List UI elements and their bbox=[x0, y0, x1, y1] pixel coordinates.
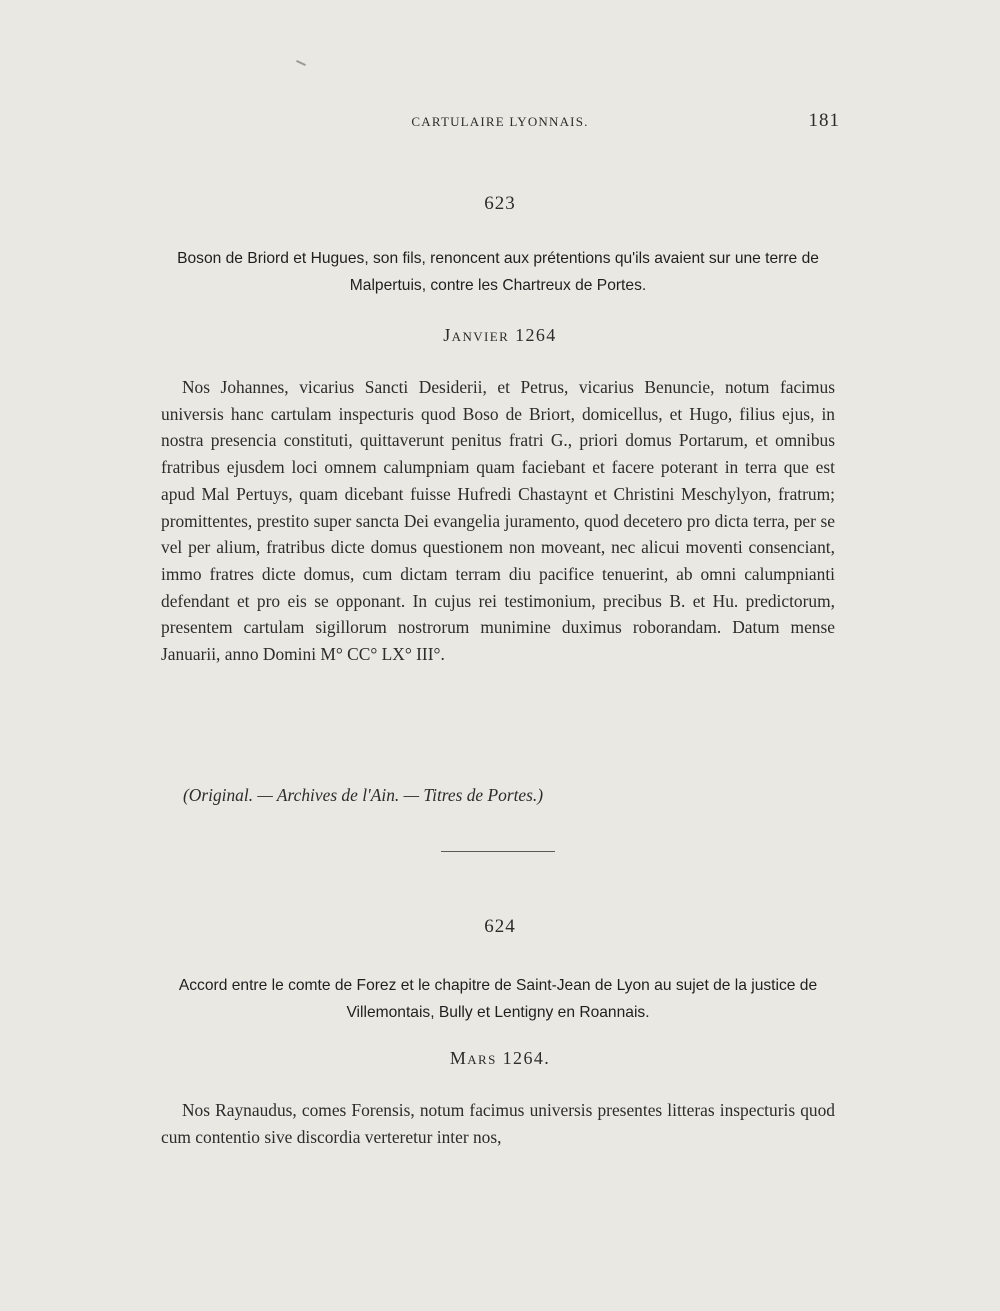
charter-text-623: Nos Johannes, vicarius Sancti Desiderii, et Petrus, vicarius Benuncie, notum facimus universis hanc cartulam inspecturis quod Boso de Briort, domicellus, et Hugo, filius ejus, in nostra presencia constituti, quittaverunt penitus fratri G., priori domus Portarum, et omnibus fratribus ejusdem loci omnem calumpniam quam faciebant et facere poterant in terra que est apud Mal Pertuys, quam dicebant fuisse Hufredi Chastaynt et Christini Meschylyon, fratrum; promittentes, prestito super sancta Dei evangelia juramento, quod decetero pro dicta terra, per se vel per alium, fratribus dicte domus questionem non moveant, nec alicui moventi consenciant, immo fratres dicte domus, cum dictam terram diu pacifice tenuerint, ab omni calumpnianti defendant et pro eis se opponant. In cujus rei testimonium, precibus B. et Hu. predictorum, presentem cartulam sigillorum nostrorum munimine duximus roborandam. Datum mense Januarii, anno Domini M° CC° LX° III°. bbox=[161, 377, 835, 665]
running-head bbox=[160, 110, 840, 134]
paper-mark bbox=[296, 60, 306, 66]
charter-summary-623: Boson de Briord et Hugues, son fils, renoncent aux prétentions qu'ils avaient sur une terre de Malpertuis, contre les Chartreux de Portes. bbox=[177, 250, 819, 294]
charter-date-623: Janvier 1264 bbox=[443, 325, 557, 345]
charter-summary-624: Accord entre le comte de Forez et le chapitre de Saint-Jean de Lyon au sujet de la justice de Villemontais, Bully et Lentigny en Roannais. bbox=[178, 977, 818, 1021]
charter-number-623: 623 bbox=[484, 193, 516, 214]
charter-source-623: (Original. — Archives de l'Ain. — Titres de Portes.) bbox=[183, 785, 544, 805]
charter-date-624: Mars 1264. bbox=[449, 1048, 551, 1068]
section-separator bbox=[441, 851, 555, 852]
page-number: 181 bbox=[808, 110, 840, 131]
charter-text-624: Nos Raynaudus, comes Forensis, notum facimus universis presentes litteras inspecturis quod cum contentio sive discordia verteretur inter nos, bbox=[161, 1100, 835, 1147]
running-title: CARTULAIRE LYONNAIS. bbox=[411, 114, 589, 129]
charter-number-624: 624 bbox=[484, 916, 516, 937]
